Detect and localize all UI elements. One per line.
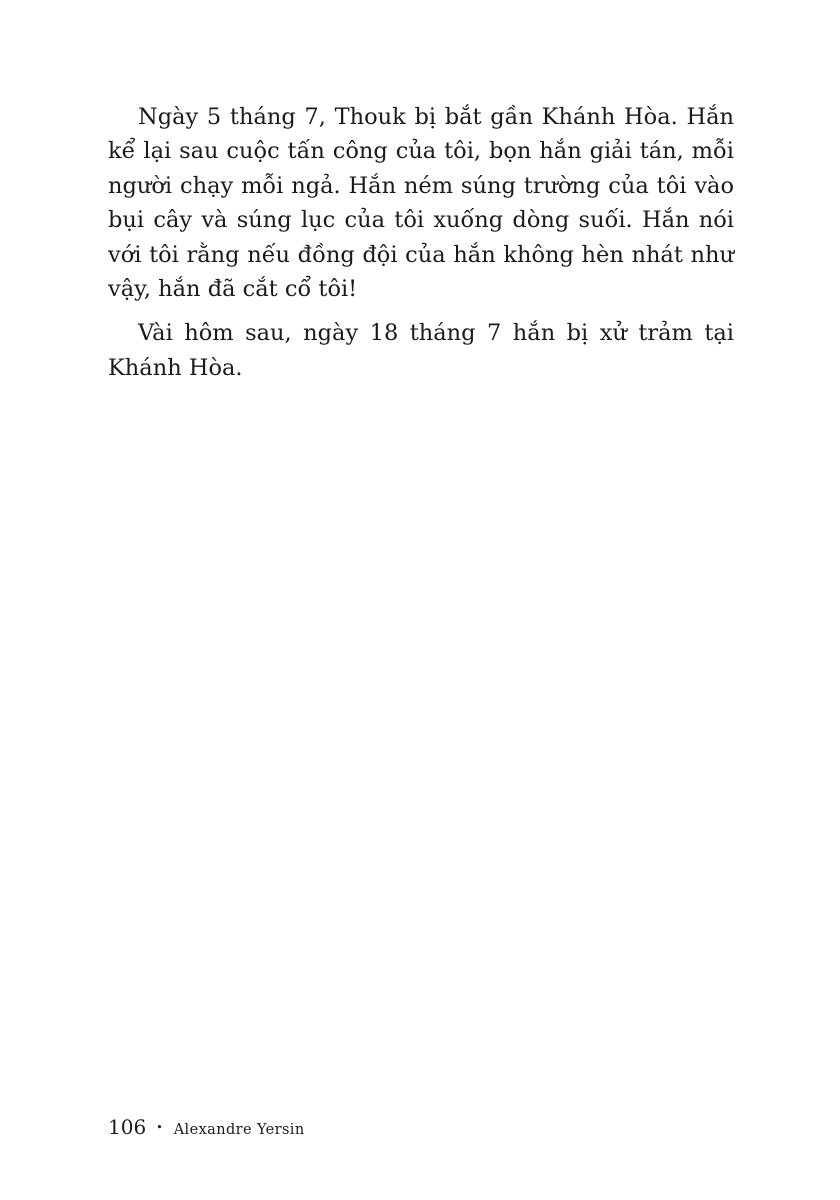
footer-separator: • (156, 1121, 163, 1134)
paragraph-2: Vài hôm sau, ngày 18 tháng 7 hắn bị xử trảm tại Khánh Hòa. (108, 320, 734, 381)
running-title: Alexandre Yersin (173, 1122, 305, 1138)
body-text (108, 100, 734, 395)
page-number: 106 (108, 1115, 147, 1139)
paragraph-1: Ngày 5 tháng 7, Thouk bị bắt gần Khánh Hòa. Hắn kể lại sau cuộc tấn công của tôi, bọn hắn giải tán, mỗi người chạy mỗi ngả. Hắn ném súng trường của tôi vào bụi cây và súng lục của tôi xuống dòng suối. Hắn nói với tôi rằng nếu đồng đội của hắn không hèn nhát như vậy, hắn đã cắt cổ tôi! (108, 104, 734, 303)
page-footer (108, 1115, 305, 1139)
